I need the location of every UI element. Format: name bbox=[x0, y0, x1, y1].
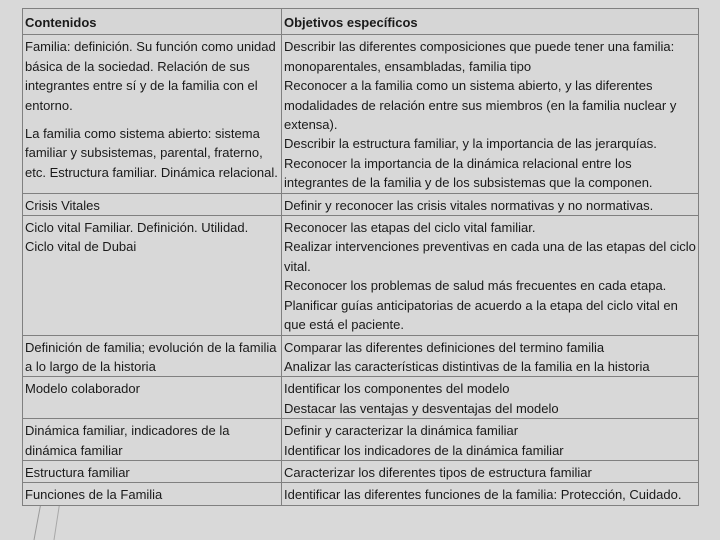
contenido-cell bbox=[23, 35, 282, 193]
objetivo-text: Reconocer los problemas de salud más frecuentes en cada etapa. bbox=[284, 278, 667, 294]
contenido-text: Funciones de la Familia bbox=[25, 487, 163, 503]
table-row bbox=[23, 419, 699, 461]
contenido-text: Definición de familia; evolución de la familia a lo largo de la historia bbox=[25, 339, 277, 374]
contenido-text: Estructura familiar bbox=[25, 464, 130, 480]
paragraph-gap bbox=[25, 115, 279, 124]
table-body bbox=[23, 35, 699, 505]
objetivo-text: Describir la estructura familiar, y la importancia de las jerarquías. bbox=[284, 136, 657, 152]
curriculum-table bbox=[22, 8, 699, 506]
table-row bbox=[23, 483, 699, 505]
objetivo-text: Definir y reconocer las crisis vitales normativas y no normativas. bbox=[284, 197, 654, 213]
contenido-cell bbox=[23, 419, 282, 461]
objetivo-text: Destacar las ventajas y desventajas del modelo bbox=[284, 400, 559, 416]
contenido-text: Ciclo vital de Dubai bbox=[25, 239, 137, 255]
contenido-text: Modelo colaborador bbox=[25, 381, 140, 397]
objetivo-text: Identificar las diferentes funciones de la familia: Protección, Cuidado. bbox=[284, 487, 682, 503]
header-objetivos: Objetivos específicos bbox=[282, 9, 699, 35]
objetivo-text: Definir y caracterizar la dinámica familiar bbox=[284, 423, 519, 439]
header-contenidos: Contenidos bbox=[23, 9, 282, 35]
table-row bbox=[23, 216, 699, 335]
objetivo-text: Identificar los componentes del modelo bbox=[284, 381, 510, 397]
contenido-text: Familia: definición. Su función como unidad básica de la sociedad. Relación de sus integrantes entre sí y de la familia con el entorno. bbox=[25, 39, 276, 113]
objetivo-text: Caracterizar los diferentes tipos de estructura familiar bbox=[284, 464, 592, 480]
table-row bbox=[23, 193, 699, 215]
contenido-cell bbox=[23, 216, 282, 335]
objetivo-text: Analizar las características distintivas de la familia en la historia bbox=[284, 358, 650, 374]
objetivo-text: Describir las diferentes composiciones que puede tener una familia: monoparentales, ensambladas, familia tipo bbox=[284, 39, 675, 74]
objetivo-cell bbox=[282, 35, 699, 193]
contenido-cell bbox=[23, 377, 282, 419]
table-row bbox=[23, 460, 699, 482]
objetivo-text: Identificar los indicadores de la dinámica familiar bbox=[284, 442, 564, 458]
table-row bbox=[23, 377, 699, 419]
objetivo-cell bbox=[282, 216, 699, 335]
contenido-cell bbox=[23, 193, 282, 215]
objetivo-text: Realizar intervenciones preventivas en cada una de las etapas del ciclo vital. bbox=[284, 239, 696, 274]
contenido-text: Crisis Vitales bbox=[25, 197, 100, 213]
contenido-text: Dinámica familiar, indicadores de la dinámica familiar bbox=[25, 423, 230, 458]
table-row bbox=[23, 335, 699, 377]
objetivo-cell bbox=[282, 460, 699, 482]
objetivo-text: Reconocer a la familia como un sistema abierto, y las diferentes modalidades de relación entre sus miembros (en la familia nuclear y extensa). bbox=[284, 78, 677, 133]
contenido-cell bbox=[23, 483, 282, 505]
objetivo-cell bbox=[282, 193, 699, 215]
objetivo-text: Comparar las diferentes definiciones del termino familia bbox=[284, 339, 605, 355]
objetivo-cell bbox=[282, 335, 699, 377]
table-header-row bbox=[23, 9, 699, 35]
objetivo-text: Reconocer las etapas del ciclo vital familiar. bbox=[284, 220, 536, 236]
contenido-cell bbox=[23, 460, 282, 482]
table-row bbox=[23, 35, 699, 193]
objetivo-cell bbox=[282, 483, 699, 505]
contenido-text: Ciclo vital Familiar. Definición. Utilidad. bbox=[25, 220, 249, 236]
contenido-text: La familia como sistema abierto: sistema familiar y subsistemas, parental, fraterno, etc. Estructura familiar. Dinámica relacional. bbox=[25, 126, 278, 180]
objetivo-text: Planificar guías anticipatorias de acuerdo a la etapa del ciclo vital en que está el paciente. bbox=[284, 297, 678, 333]
objetivo-text: Reconocer la importancia de la dinámica relacional entre los integrantes de la familia y de los subsistemas que la componen. bbox=[284, 155, 653, 191]
objetivo-cell bbox=[282, 419, 699, 461]
objetivo-cell bbox=[282, 377, 699, 419]
contenido-cell bbox=[23, 335, 282, 377]
